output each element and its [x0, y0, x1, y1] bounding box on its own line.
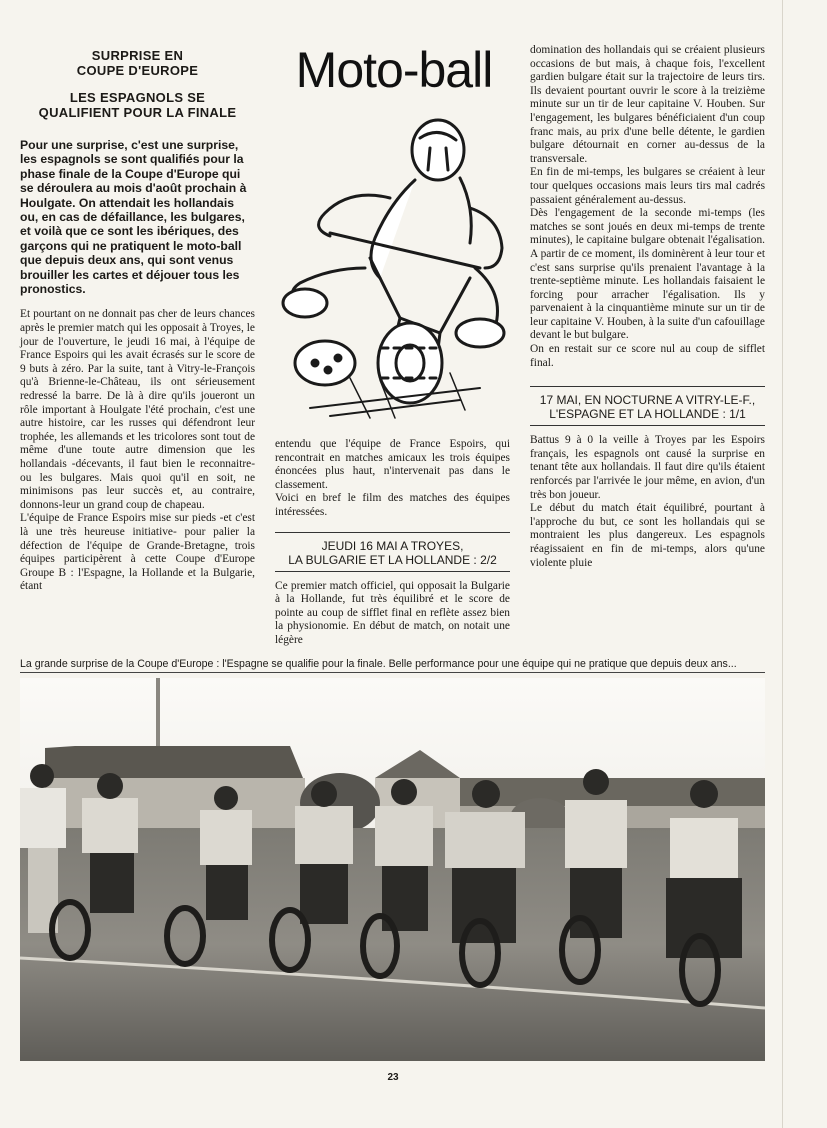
body-text: [20, 308, 255, 593]
paragraph: Et pourtant on ne donnait pas cher de leurs chances après le premier match qui les opposait à Troyes, le jour de l'ouverture, le jeudi 16 mai, à l'équipe de France Espoirs qui les avait écrasés sur le score de 9 buts à zéro. Par la suite, tant à Vitry-le-François qu'à Brienne-le-Château, ils ont sérieusement redressé la barre. De là à dire qu'ils joueront un rôle important à Houlgate l'été prochain, c'est une autre histoire, car les russes qui défendront leur trophée, les allemands et les tricolores sont tout de même d'une toute autre dimension que les hollandais -décevants, il faut bien le reconnaitre- ou les bulgares. Mais quoi qu'il en soit, ne minimisons pas leur succès et, au contraire, donnons-leur un grand coup de chapeau.: [20, 308, 255, 511]
caption-divider: [20, 672, 765, 673]
body-text: [275, 580, 510, 648]
section-subheading: [275, 532, 510, 572]
subheading-line: LA BULGARIE ET LA HOLLANDE : 2/2: [288, 552, 497, 567]
paragraph: Ce premier match officiel, qui opposait la Bulgarie à la Hollande, fut très équilibré et le score de pointe au coup de sifflet final en reflète assez bien la physionomie. En début de match, on notait une légère: [275, 579, 510, 646]
paragraph: Battus 9 à 0 la veille à Troyes par les Espoirs français, les espagnols ont causé la surprise en tenant tête aux hollandais. Il faut dire qu'ils étaient renforcés par l'arrivée le jour même, en avion, d'un très bon joueur.: [530, 434, 765, 501]
section-subheading: [530, 386, 765, 426]
column-right: [530, 44, 765, 570]
paragraph: L'équipe de France Espoirs mise sur pieds -et c'est là une très heureuse initiative- pour palier la défection de l'équipe de Grande-Bretagne, trois équipes participèrent à cette Coupe d'Europe Groupe B : l'Espagne, la Hollande et la Bulgarie, étant: [20, 512, 255, 593]
subheading-line: JEUDI 16 MAI A TROYES,: [321, 538, 464, 553]
paragraph: domination des hollandais qui se créaient plusieurs occasions de but mais, à chaque fois, l'excellent gardien bulgare était sur la trajectoire de leurs tirs. Ils devaient pourtant ouvrir le score à la treizième minute sur un tir de leur capitaine V. Houben. Sur l'engagement, les bulgares bénéficiaient d'un coup franc mais, au prix d'une belle détente, le gardien bulgare détournait en corner au-dessus de la transversale.: [530, 44, 765, 165]
motorcyclist-cartoon-illustration: [270, 118, 515, 423]
paragraph: Dès l'engagement de la seconde mi-temps (les matches se sont joués en deux mi-temps de trente minutes), le capitaine bulgare obtenait l'égalisation. A partir de ce moment, ils dominèrent à leur tour et c'est sans surprise qu'ils prenaient l'avantage à la trente-septième minute. Les hollandais faisaient le forcing pour arracher l'égalisation. Ils y parvenaient à la cinquantième minute sur un tir de leur capitaine V. Houben, à la suite d'un cafouillage devant le but bulgare.: [530, 207, 765, 342]
paragraph: En fin de mi-temps, les bulgares se créaient à leur tour quelques occasions mais leurs tirs mal cadrés passaient généralement au-dessus.: [530, 166, 765, 206]
paragraph: Voici en bref le film des matches des équipes intéressées.: [275, 492, 510, 518]
subheading-line: 17 MAI, EN NOCTURNE A VITRY-LE-F.,: [539, 393, 756, 408]
article-heading: [20, 48, 255, 120]
heading-line: QUALIFIENT POUR LA FINALE: [38, 105, 237, 120]
page-number: 23: [387, 1072, 399, 1083]
subheading-line: L'ESPAGNE ET LA HOLLANDE : 1/1: [549, 407, 746, 422]
paragraph: On en restait sur ce score nul au coup de sifflet final.: [530, 343, 765, 369]
photo-caption: La grande surprise de la Coupe d'Europe : l'Espagne se qualifie pour la finale. Belle performance pour une équipe qui ne pratique que depuis deux ans...: [20, 658, 737, 670]
heading-line: COUPE D'EUROPE: [76, 63, 199, 78]
page-edge-line: [782, 0, 783, 1128]
heading-line: LES ESPAGNOLS SE: [69, 90, 206, 105]
lead-paragraph: Pour une surprise, c'est une surprise, les espagnols se sont qualifiés pour la phase finale de la Coupe d'Europe qui se déroulera au mois d'août prochain à Houlgate. On attendait les hollandais ou, en cas de défaillance, les bulgares, et voilà que ce sont les ibériques, des garçons qui ne pratiquent le moto-ball que depuis deux ans, qui sont venus brouiller les cartes et déjouer tous les pronostics.: [20, 138, 247, 297]
heading-line: SURPRISE EN: [91, 48, 184, 63]
body-text: [530, 44, 765, 370]
column-middle: [275, 438, 510, 648]
team-photo: [20, 678, 765, 1061]
body-text: [530, 434, 765, 570]
column-left: [20, 44, 255, 594]
page-title: Moto-ball: [295, 42, 493, 98]
paragraph: Le début du match était équilibré, pourtant à l'approche du but, ce sont les hollandais qui se montraient les plus dangereux. Les espagnols réagissaient en fin de mi-temps, alors qu'une violente pluie: [530, 502, 765, 569]
body-text: [275, 438, 510, 520]
paragraph: entendu que l'équipe de France Espoirs, qui rencontrait en matches amicaux les trois équipes énoncées plus haut, n'intervenait pas dans le classement.: [275, 438, 510, 491]
